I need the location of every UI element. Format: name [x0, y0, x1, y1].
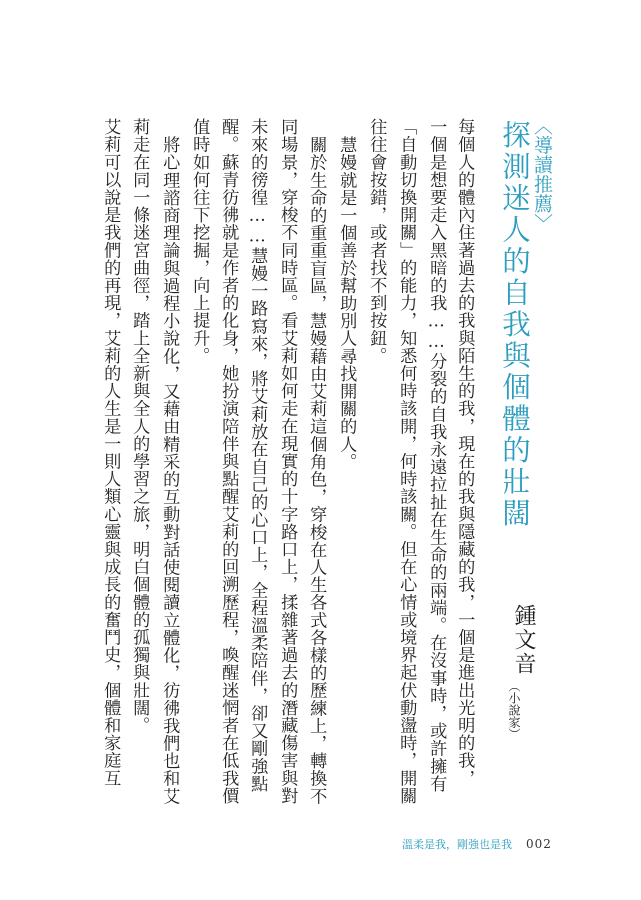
body-column-5: 慧嫚就是一個善於幫助別人尋找開關的人。	[336, 136, 357, 471]
body-column-13: 艾莉可以說是我們的再現，艾莉的人生是一則人類心靈與成長的奮鬥史，個體和家庭互	[100, 118, 121, 787]
body-column-3: 「自動切換開關」的能力，知悉何時該開，何時該關。但在心情或境界起伏動盪時，開關	[396, 118, 417, 805]
section-label: 〈導讀推薦〉	[531, 116, 553, 233]
body-column-6: 關於生命的重重盲區，慧嫚藉由艾莉這個角色，穿梭在人生各式各樣的歷練上，轉換不	[306, 136, 327, 805]
body-column-4: 往往會按錯，或者找不到按鈕。	[366, 118, 387, 365]
body-column-2: 一個是想要走入黑暗的我……分裂的自我永遠拉扯在生命的兩端。在沒事時，或許擁有	[426, 118, 447, 793]
page-footer	[402, 836, 552, 852]
body-column-7: 同場景，穿梭不同時區。看艾莉如何走在現實的十字路口上，揉雜著過去的潛藏傷害與對	[277, 118, 298, 805]
body-column-10: 值時如何往下挖掘，向上提升。	[189, 118, 210, 365]
body-column-1: 每個人的體內住著過去的我與陌生的我，現在的我與隱藏的我，一個是進出光明的我，	[454, 118, 475, 787]
page-number: 002	[526, 837, 552, 851]
body-column-11: 將心理諮商理論與過程小說化，又藉由精采的互動對話使閱讀立體化，彷彿我們也和艾	[159, 136, 180, 805]
body-column-8: 未來的徬徨……慧嫚一路寫來，將艾莉放在自己的心口上，全程溫柔陪伴，卻又剛強點	[247, 118, 268, 793]
page-title: 探測迷人的自我與個體的壯闊	[498, 120, 531, 530]
author-role: ︵小說家︶	[507, 680, 521, 740]
body-column-9: 醒。蘇青彷彿就是作者的化身，她扮演陪伴與點醒艾莉的回溯歷程，喚醒迷惘者在低我價	[218, 118, 239, 805]
body-column-12: 莉走在同一條迷宮曲徑，踏上全新與全人的學習之旅，明白個體的孤獨與壯闊。	[129, 118, 150, 734]
running-title: 溫柔是我，剛強也是我	[402, 838, 512, 851]
author-name: 鍾文音	[511, 604, 536, 676]
